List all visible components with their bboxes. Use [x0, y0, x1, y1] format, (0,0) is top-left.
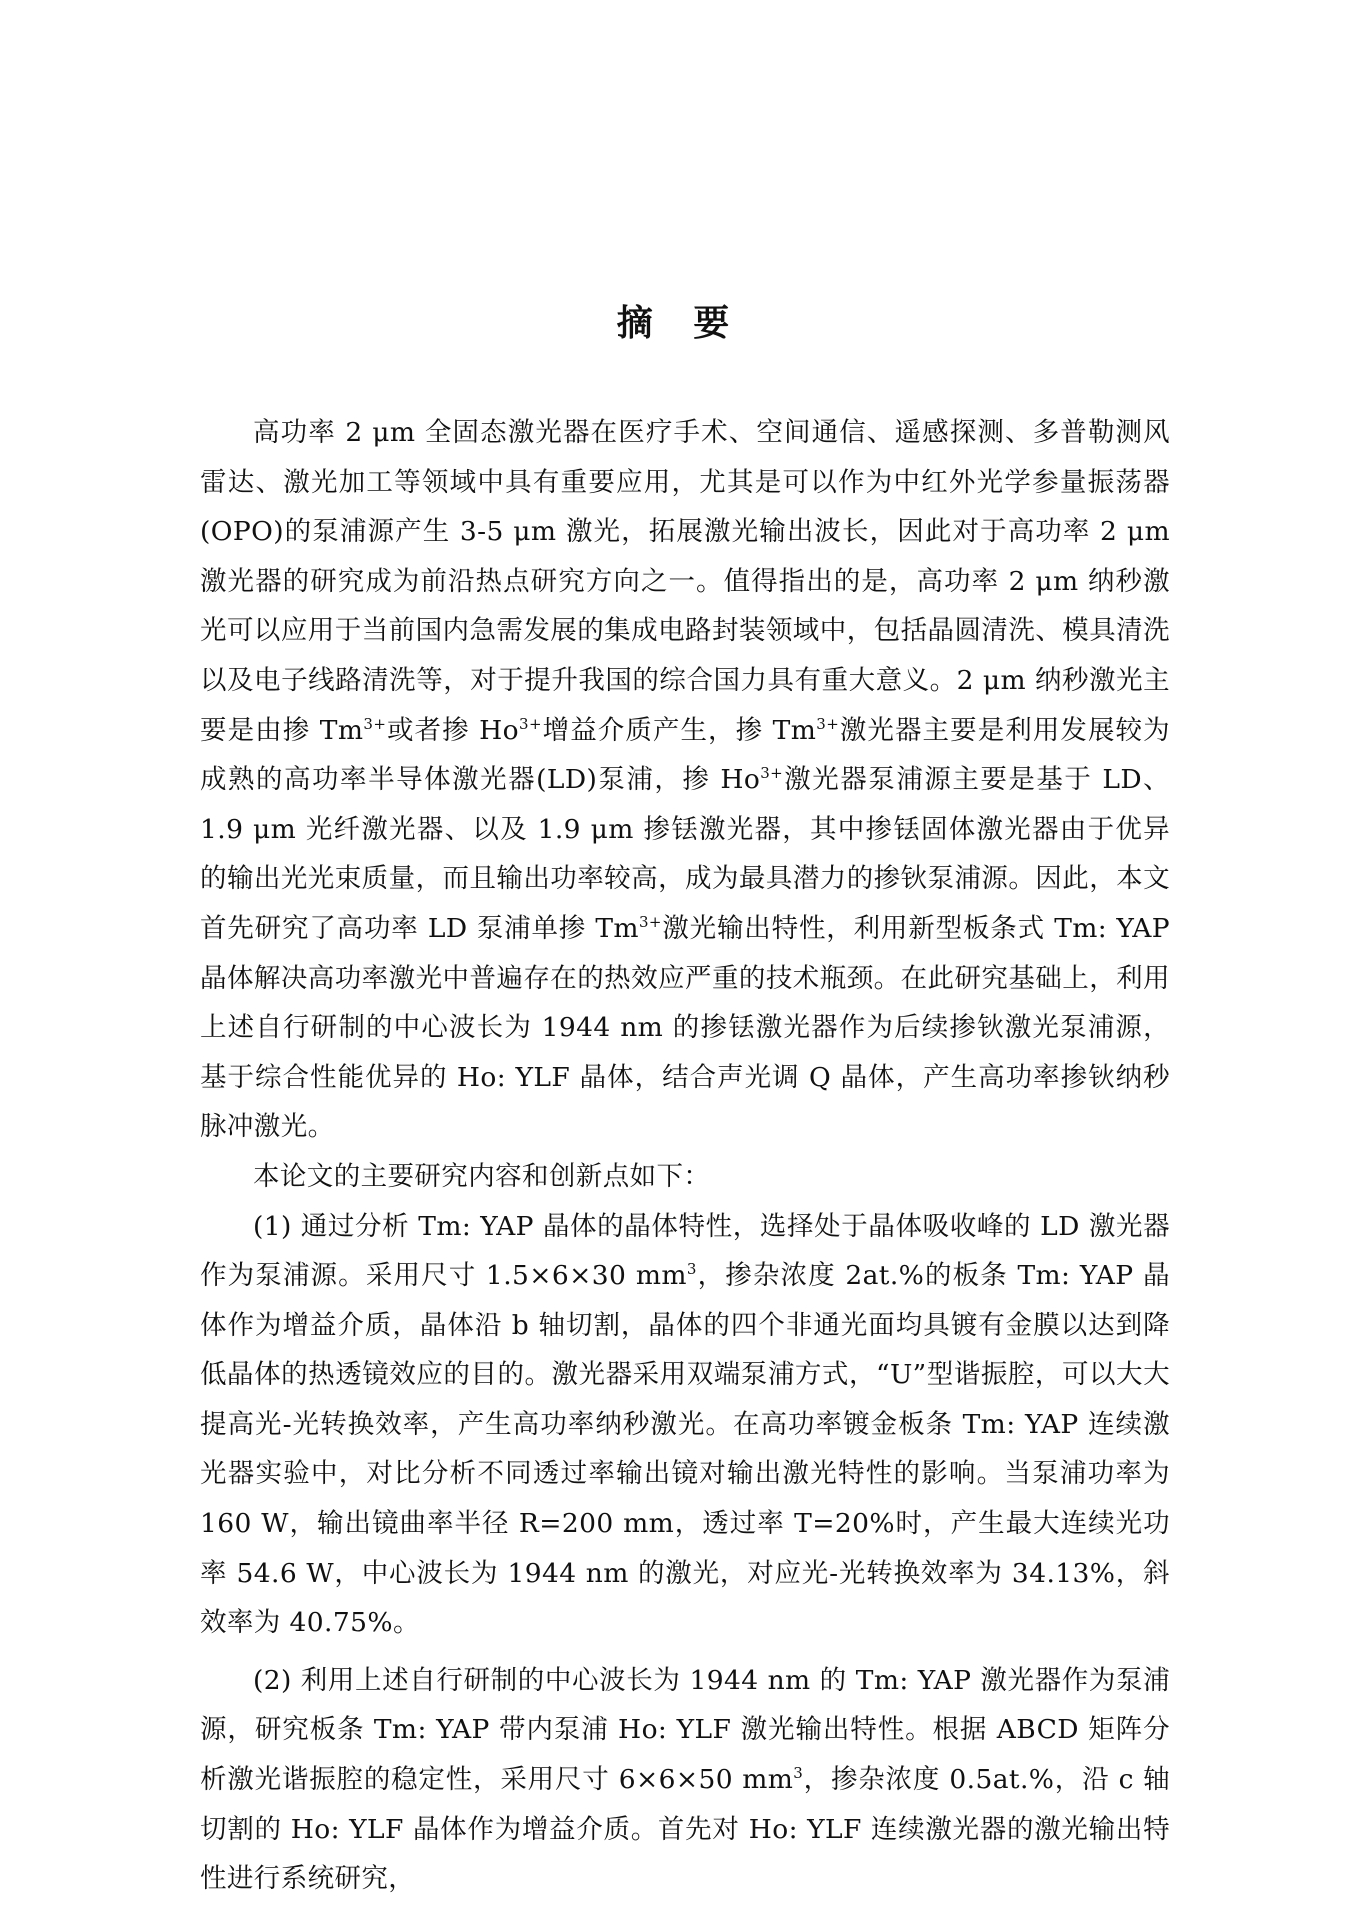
- text-run: ，掺杂浓度 2at.%的板条 Tm: YAP 晶体作为增益介质，晶体沿 b 轴切割，晶体的四个非通光面均具镀有金膜以达到降低晶体的热透镜效应的目的。激光器采用双端泵浦方式，“U”型谐振腔，可以大大提高光-光转换效率，产生高功率纳秒激光。在高功率镀金板条 Tm: YAP 连续激光器实验中，对比分析不同透过率输出镜对输出激光特性的影响。当泵浦功率为 160 W，输出镜曲率半径 R=200 mm，透过率 T=20%时，产生最大连续光功率 54.6 W，中心波长为 1944 nm 的激光，对应光-光转换效率为 34.13%，斜效率为 40.75%。: [200, 1260, 1171, 1639]
- text-run: 或者掺 Ho: [386, 714, 520, 746]
- text-run: 激光输出特性，利用新型板条式 Tm: YAP 晶体解决高功率激光中普遍存在的热效应严重的技术瓶颈。在此研究基础上，利用上述自行研制的中心波长为 1944 nm 的掺铥激光器作为后续掺钬激光泵浦源，基于综合性能优异的 Ho: YLF 晶体，结合声光调 Q 晶体，产生高功率掺钬纳秒脉冲激光。: [200, 912, 1170, 1143]
- superscript-text: 3+: [816, 714, 840, 733]
- superscript-text: 3: [793, 1764, 804, 1783]
- abstract-body: [200, 408, 1170, 1904]
- superscript-text: 3+: [363, 714, 387, 733]
- text-run: 激光器主要是利用发展较为成熟的高功率半导体激光器(LD)泵浦，掺 Ho: [200, 714, 1170, 796]
- paragraph-point-1: [200, 1202, 1170, 1648]
- text-run: 激光器泵浦源主要是基于 LD、1.9 μm 光纤激光器、以及 1.9 μm 掺铥激光器，其中掺铥固体激光器由于优异的输出光光束质量，而且输出功率较高，成为最具潜力的掺钬泵浦源。因此，本文首先研究了高功率 LD 泵浦单掺 Tm: [200, 764, 1170, 944]
- text-run: (1) 通过分析 Tm: YAP 晶体的晶体特性，选择处于晶体吸收峰的 LD 激光器作为泵浦源。采用尺寸 1.5×6×30 mm: [200, 1210, 1170, 1292]
- paragraph-point-2: [200, 1656, 1170, 1904]
- superscript-text: 3+: [760, 764, 784, 783]
- superscript-text: 3: [686, 1260, 697, 1279]
- paragraph-intro: [200, 408, 1170, 1152]
- abstract-title: 摘 要: [616, 303, 744, 344]
- text-run: 高功率 2 μm 全固态激光器在医疗手术、空间通信、遥感探测、多普勒测风雷达、激光加工等领域中具有重要应用，尤其是可以作为中红外光学参量振荡器(OPO)的泵浦源产生 3-5 μm 激光，拓展激光输出波长，因此对于高功率 2 μm 激光器的研究成为前沿热点研究方向之一。值得指出的是，高功率 2 μm 纳秒激光可以应用于当前国内急需发展的集成电路封装领域中，包括晶圆清洗、模具清洗以及电子线路清洗等，对于提升我国的综合国力具有重大意义。2 μm 纳秒激光主要是由掺 Tm: [200, 417, 1170, 746]
- text-run: (2) 利用上述自行研制的中心波长为 1944 nm 的 Tm: YAP 激光器作为泵浦源，研究板条 Tm: YAP 带内泵浦 Ho: YLF 激光输出特性。根据 ABCD 矩阵分析激光谐振腔的稳定性，采用尺寸 6×6×50 mm: [200, 1664, 1170, 1796]
- text-run: 增益介质产生，掺 Tm: [541, 714, 817, 746]
- paragraph-contents-lead: [200, 1152, 1170, 1202]
- superscript-text: 3+: [638, 913, 662, 932]
- text-run: 本论文的主要研究内容和创新点如下：: [253, 1160, 711, 1192]
- text-run: ，掺杂浓度 0.5at.%，沿 c 轴切割的 Ho: YLF 晶体作为增益介质。首先对 Ho: YLF 连续激光器的激光输出特性进行系统研究，: [200, 1764, 1170, 1895]
- superscript-text: 3+: [519, 714, 542, 733]
